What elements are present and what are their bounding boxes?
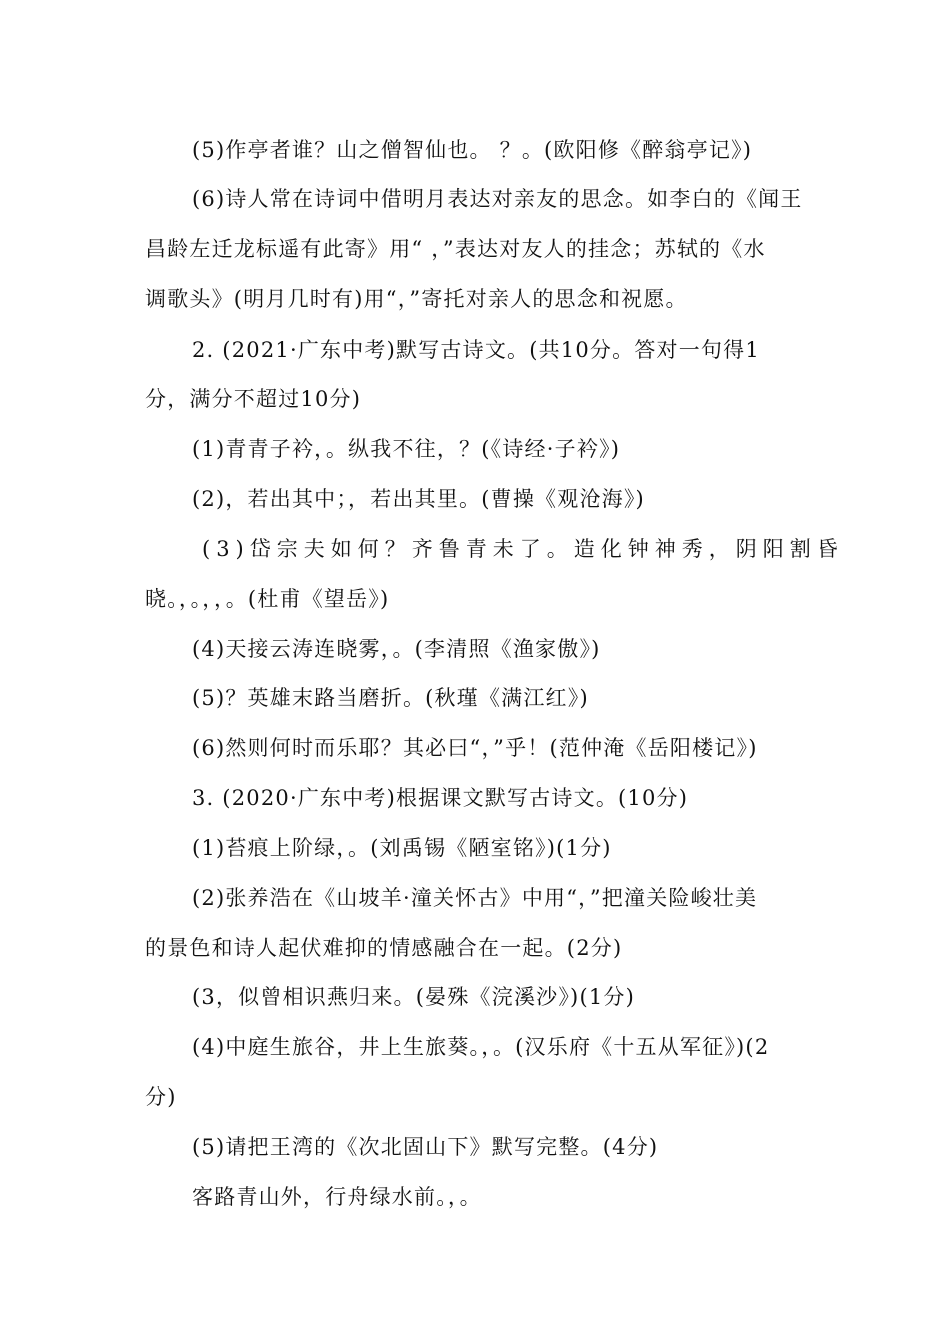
question-2-2: (2)，若出其中；，若出其里。(曹操《观沧海》) xyxy=(192,487,645,511)
question-3-4-cont: 分) xyxy=(145,1085,177,1109)
question-2-3-cont: 晓。，。，，。(杜甫《望岳》) xyxy=(145,587,390,611)
question-3-5-poem: 客路青山外，行舟绿水前。，。 xyxy=(192,1185,482,1209)
question-1-5: (5)作亭者谁？山之僧智仙也。 ？。(欧阳修《醉翁亭记》) xyxy=(192,138,753,162)
question-2-6: (6)然则何时而乐耶？其必曰“，”乎！(范仲淹《岳阳楼记》) xyxy=(192,736,758,760)
question-3-3: (3，似曾相识燕归来。(晏殊《浣溪沙》)(1分) xyxy=(192,985,635,1009)
question-2-heading: 2. (2021·广东中考)默写古诗文。(共10分。答对一句得1 xyxy=(192,338,760,362)
question-3-2-cont: 的景色和诗人起伏难抑的情感融合在一起。(2分) xyxy=(145,936,623,960)
question-2-4: (4)天接云涛连晓雾，。(李清照《渔家傲》) xyxy=(192,637,601,661)
question-3-2: (2)张养浩在《山坡羊·潼关怀古》中用“，”把潼关险峻壮美 xyxy=(192,886,758,910)
question-2-heading-cont: 分，满分不超过10分) xyxy=(145,387,362,411)
question-2-5: (5)？英雄末路当磨折。(秋瑾《满江红》) xyxy=(192,686,589,710)
question-3-5: (5)请把王湾的《次北固山下》默写完整。(4分) xyxy=(192,1135,659,1159)
question-1-6-cont-2: 调歌头》(明月几时有)用“，”寄托对亲人的思念和祝愿。 xyxy=(145,287,688,311)
question-1-6-cont-1: 昌龄左迁龙标遥有此寄》用“ ，”表达对友人的挂念；苏轼的《水 xyxy=(145,237,766,261)
question-3-heading: 3. (2020·广东中考)根据课文默写古诗文。(10分) xyxy=(192,786,689,810)
question-3-4: (4)中庭生旅谷，井上生旅葵。，。(汉乐府《十五从军征》)(2 xyxy=(192,1035,770,1059)
question-3-1: (1)苔痕上阶绿，。(刘禹锡《陋室铭》)(1分) xyxy=(192,836,612,860)
question-2-3: (3)岱宗夫如何？齐鲁青未了。造化钟神秀，阴阳割昏 xyxy=(202,537,844,561)
question-1-6: (6)诗人常在诗词中借明月表达对亲友的思念。如李白的《闻王 xyxy=(192,187,803,211)
question-2-1: (1)青青子衿，。纵我不往，？(《诗经·子衿》) xyxy=(192,437,621,461)
